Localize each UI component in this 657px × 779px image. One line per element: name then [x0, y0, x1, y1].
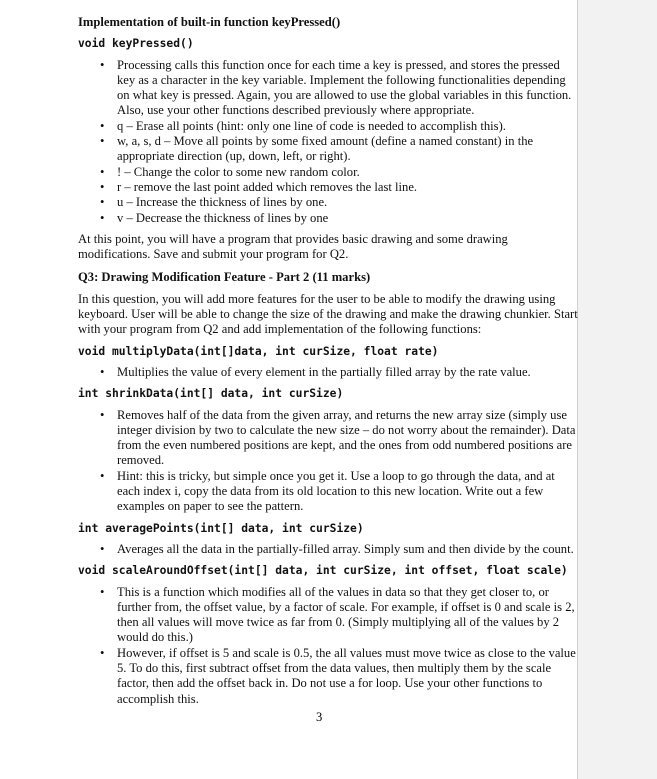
list-item: • Removes half of the data from the given array, and returns the new array size (simply use integer division by two to calculate the new size – do not worry about the remainder). Data from the even numbered positions are kept, and the ones from odd numbered positions are removed. — [100, 407, 576, 468]
bullet-icon: • — [100, 541, 105, 556]
signature-scale: void scaleAroundOffset(int[] data, int curSize, int offset, float scale) — [78, 564, 568, 578]
bullet-icon: • — [100, 584, 105, 599]
list-item: • Hint: this is tricky, but simple once you get it. Use a loop to go through the data, and at each index i, copy the data from its old location to this new location. Write out a few examples on paper to see the pattern. — [100, 468, 555, 514]
keypressed-list — [78, 58, 578, 226]
list-item: • u – Increase the thickness of lines by one. — [100, 195, 328, 210]
page-content — [78, 15, 578, 713]
list-item: • v – Decrease the thickness of lines by one — [100, 210, 329, 225]
signature-average: int averagePoints(int[] data, int curSize) — [78, 521, 364, 535]
bullet-icon: • — [100, 364, 105, 379]
bullet-icon: • — [100, 210, 105, 225]
paragraph-q3: In this question, you will add more features for the user to be able to modify the drawing using keyboard. User will be able to change the size of the drawing and make the drawing chunkier. Start with your program from Q2 and add implementation of the following functions: — [78, 291, 578, 337]
scale-list — [78, 585, 578, 707]
list-item: • r – remove the last point added which removes the last line. — [100, 179, 418, 194]
bullet-icon: • — [100, 118, 105, 133]
signature-shrink: int shrinkData(int[] data, int curSize) — [78, 387, 344, 401]
bullet-icon: • — [100, 134, 105, 149]
list-item: • ! – Change the color to some new random color. — [100, 164, 360, 179]
q3-heading: Q3: Drawing Modification Feature - Part 2 (11 marks) — [78, 270, 371, 285]
page-number: 3 — [316, 710, 323, 724]
list-item: • Averages all the data in the partially-filled array. Simply sum and then divide by the count. — [100, 541, 574, 556]
section-heading: Implementation of built-in function keyPressed() — [78, 15, 341, 29]
signature-keypressed: void keyPressed() — [78, 37, 194, 51]
bullet-icon: • — [100, 407, 105, 422]
bullet-icon: • — [100, 164, 105, 179]
paragraph-q2: At this point, you will have a program that provides basic drawing and some drawing modifications. Save and submit your program for Q2. — [78, 231, 508, 262]
multiply-list — [78, 365, 578, 380]
list-item: • This is a function which modifies all of the values in data so that they get closer to, or further from, the offset value, by a factor of scale. For example, if offset is 0 and scale is 2, then all values will move twice as far from 0. (Simply multiplying all of the values by 2 would do this.) — [100, 584, 575, 645]
bullet-icon: • — [100, 179, 105, 194]
list-item: • Multiplies the value of every element in the partially filled array by the rate value. — [100, 364, 531, 379]
list-item: • However, if offset is 5 and scale is 0.5, the all values must move twice as close to the value 5. To do this, first subtract offset from the data values, then multiply them by the scale factor, then add the offset back in. Do not use a for loop. Use your other functions to accomplish this. — [100, 645, 576, 706]
bullet-icon: • — [100, 57, 105, 72]
signature-multiply: void multiplyData(int[]data, int curSize, float rate) — [78, 344, 439, 358]
bullet-icon: • — [100, 468, 105, 483]
average-list — [78, 542, 578, 557]
bullet-icon: • — [100, 645, 105, 660]
list-item: • q – Erase all points (hint: only one line of code is needed to accomplish this). — [100, 118, 506, 133]
bullet-icon: • — [100, 195, 105, 210]
list-item: • Processing calls this function once for each time a key is pressed, and stores the pressed key as a character in the key variable. Implement the following functionalities depending on what key is pressed. Again, you are allowed to use the global variables in this function. Also, use your other functions described previously where appropriate. — [100, 57, 572, 118]
list-item: • w, a, s, d – Move all points by some fixed amount (define a named constant) in the appropriate direction (up, down, left, or right). — [100, 134, 534, 164]
shrink-list — [78, 408, 578, 515]
